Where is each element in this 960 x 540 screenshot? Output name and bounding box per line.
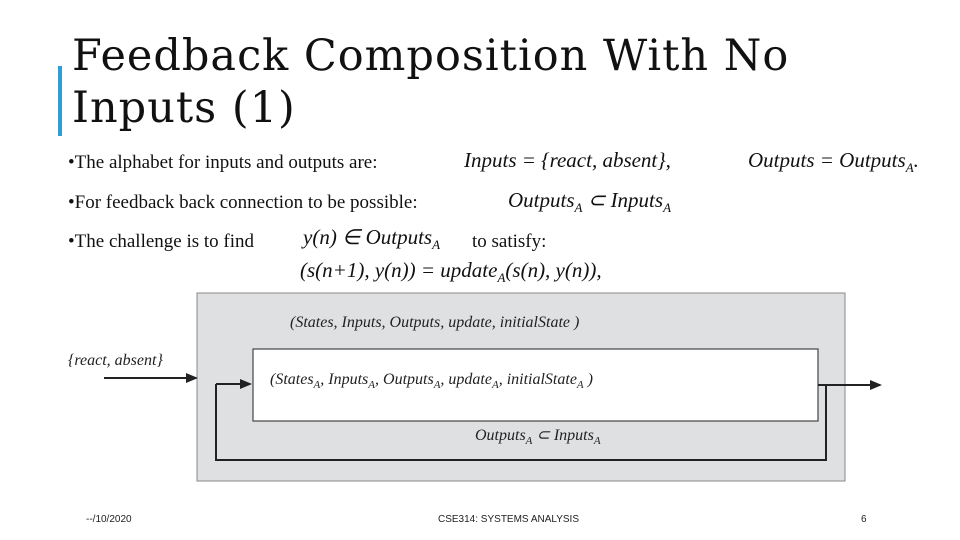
footer-course: CSE314: SYSTEMS ANALYSIS [438,514,579,525]
bullet-text: For feedback back connection to be possible: [74,192,418,213]
footer-date: --/10/2020 [86,514,132,525]
find-expression: y(n) ∈ Outputs$_A$ [303,225,441,253]
bullet-marker: • [68,192,75,213]
input-alphabet-label: {react, absent} [68,352,163,369]
bullet-challenge-suffix: to satisfy: [472,231,547,252]
outer-actor-label: (States, Inputs, Outputs, update, initialState ) [290,314,580,331]
inner-actor-label: (States$_A$, Inputs$_A$, Outputs$_A$, update$_A$, initialState$_A$ ) [270,371,593,392]
update-equation: (s(n+1), y(n)) = update$_A$(s(n), y(n)), [300,258,602,286]
footer-page-number: 6 [861,514,867,525]
feedback-condition-label: Outputs$_A$ ⊂ Inputs$_A$ [475,427,601,448]
bullet-marker: • [68,152,75,173]
title-line-1: Feedback Composition With No [72,31,790,81]
subset-condition: Outputs$_A$ ⊂ Inputs$_A$ [508,188,672,216]
inputs-definition: Inputs = {react, absent}, [464,148,671,172]
bullet-text: The alphabet for inputs and outputs are: [74,152,378,173]
title-line-2: Inputs (1) [72,83,296,133]
outputs-definition: Outputs = Outputs$_A$. [748,148,919,176]
bullet-text: The challenge is to find [74,231,255,252]
bullet-marker: • [68,231,75,252]
